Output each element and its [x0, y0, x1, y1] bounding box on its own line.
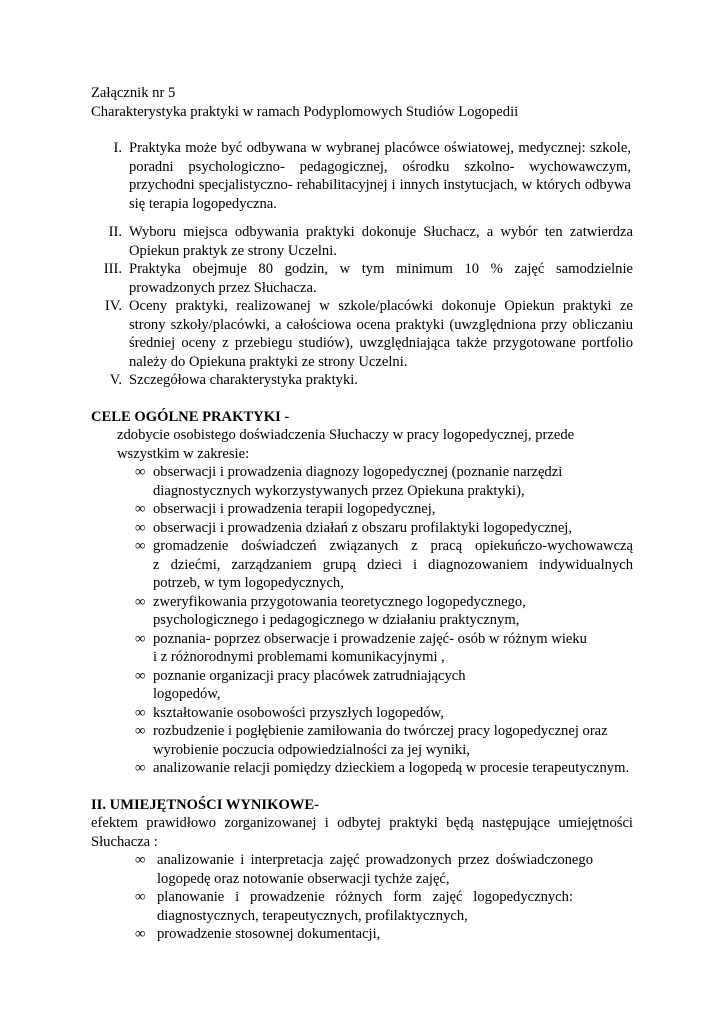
goals-intro-line: zdobycie osobistego doświadczenia Słuchaczy w pracy logopedycznej, przede: [117, 427, 575, 443]
roman-text: Praktyka może być odbywana w wybranej placówce oświatowej, medycznej: szkole, poradni psychologiczno- pedagogicznej, ośrodku szkolno- wychowawczym, przychodni specjalistyczno- rehabilitacyjnej i innych instytucjach, w których odbywa się terapia logopedyczna.: [129, 140, 631, 212]
skill-text: logopedę oraz notowanie obserwacji tychże zajęć,: [157, 870, 450, 887]
infinity-bullet-icon: ∞: [135, 593, 146, 610]
infinity-bullet-icon: ∞: [135, 704, 146, 721]
document-page: [91, 84, 633, 944]
goal-text: zweryfikowania przygotowania teoretycznego logopedycznego,: [153, 593, 526, 610]
roman-number: I.: [113, 140, 122, 156]
goal-text: obserwacji i prowadzenia diagnozy logopedycznej (poznanie narzędzi: [153, 464, 563, 480]
skill-text: planowanie i prowadzenie różnych form zajęć logopedycznych:: [157, 889, 573, 905]
goal-item: [91, 593, 633, 630]
section-heading-goals: CELE OGÓLNE PRAKTYKI -: [91, 408, 290, 425]
goal-item: [91, 500, 633, 519]
skills-intro: efektem prawidłowo zorganizowanej i odbytej praktyki będą następujące umiejętności Słuchacza :: [91, 815, 633, 850]
goal-item: [91, 519, 633, 538]
skill-item: [91, 925, 633, 944]
roman-item-1: [91, 139, 633, 213]
infinity-bullet-icon: ∞: [135, 519, 146, 536]
goal-text: z dziećmi, zarządzaniem grupą dzieci i diagnozowaniem indywidualnych: [153, 556, 633, 573]
roman-item-2: [91, 223, 633, 260]
goal-text: kształtowanie osobowości przyszłych logopedów,: [153, 704, 444, 721]
skill-item: [91, 851, 633, 888]
goal-item: [91, 759, 633, 778]
skill-text: analizowanie i interpretacja zajęć prowadzonych przez doświadczonego: [157, 852, 593, 868]
roman-text: Wyboru miejsca odbywania praktyki dokonuje Słuchacz, a wybór ten zatwierdza Opiekun praktyk ze strony Uczelni.: [129, 224, 633, 259]
infinity-bullet-icon: ∞: [135, 852, 146, 868]
skill-item: [91, 888, 633, 925]
infinity-bullet-icon: ∞: [135, 501, 146, 517]
goal-text: logopedów,: [153, 686, 221, 702]
goal-item: [91, 630, 633, 667]
goal-item: [91, 667, 633, 704]
goal-text: obserwacji i prowadzenia działań z obszaru profilaktyki logopedycznej,: [153, 519, 573, 536]
infinity-bullet-icon: ∞: [135, 889, 146, 905]
goal-text: analizowanie relacji pomiędzy dzieckiem a logopedą w procesie terapeutycznym.: [153, 760, 630, 776]
goal-text: potrzeb, w tym logopedycznych,: [153, 575, 344, 591]
roman-text: Praktyka obejmuje 80 godzin, w tym minimum 10 % zajęć samodzielnie prowadzonych przez Słuchacza.: [129, 261, 633, 296]
goals-intro-line: wszystkim w zakresie:: [117, 445, 250, 462]
infinity-bullet-icon: ∞: [135, 667, 146, 684]
document-title: Charakterystyka praktyki w ramach Podyplomowych Studiów Logopedii: [91, 103, 519, 120]
goal-text: i z różnorodnymi problemami komunikacyjnymi ,: [153, 649, 445, 665]
infinity-bullet-icon: ∞: [135, 464, 146, 480]
goal-item: [91, 722, 633, 759]
section-heading-skills: II. UMIEJĘTNOŚCI WYNIKOWE-: [91, 796, 319, 813]
infinity-bullet-icon: ∞: [135, 630, 146, 647]
goal-text: rozbudzenie i pogłębienie zamiłowania do twórczej pracy logopedycznej oraz: [153, 723, 608, 739]
attachment-label: Załącznik nr 5: [91, 85, 176, 101]
goal-text: poznania- poprzez obserwacje i prowadzenie zajęć- osób w różnym wieku: [153, 630, 587, 647]
roman-number: III.: [103, 261, 122, 277]
roman-item-3: [91, 260, 633, 297]
infinity-bullet-icon: ∞: [135, 723, 146, 739]
roman-number: V.: [109, 372, 122, 388]
infinity-bullet-icon: ∞: [135, 926, 146, 942]
goal-item: [91, 463, 633, 500]
roman-item-5: [91, 371, 633, 390]
infinity-bullet-icon: ∞: [135, 760, 146, 776]
roman-number: IV.: [104, 298, 122, 314]
goal-text: wyrobienie poczucia odpowiedzialności za jej wyniki,: [153, 741, 470, 758]
skill-text: diagnostycznych, terapeutycznych, profilaktycznych,: [157, 907, 468, 924]
roman-text: Oceny praktyki, realizowanej w szkole/placówki dokonuje Opiekun praktyki ze strony szkoły/placówki, a całościowa ocena praktyki (uwzględniona przy obliczaniu średniej oceny z przebiegu studiów), uwzględniająca także przygotowane portfolio należy do Opiekuna praktyki ze strony Uczelni.: [129, 298, 633, 370]
infinity-bullet-icon: ∞: [135, 538, 146, 554]
goal-text: diagnostycznych wykorzystywanych przez Opiekuna praktyki),: [153, 482, 525, 499]
goal-text: poznanie organizacji pracy placówek zatrudniających: [153, 667, 466, 684]
goal-text: gromadzenie doświadczeń związanych z pracą opiekuńczo-wychowawczą: [153, 538, 633, 554]
roman-item-4: [91, 297, 633, 371]
roman-text: Szczegółowa charakterystyka praktyki.: [129, 372, 358, 388]
goal-text: psychologicznego i pedagogicznego w działaniu praktycznym,: [153, 612, 520, 628]
goal-item: [91, 537, 633, 593]
roman-number: II.: [108, 224, 122, 240]
goal-item: [91, 704, 633, 723]
goal-text: obserwacji i prowadzenia terapii logopedycznej,: [153, 501, 436, 517]
skill-text: prowadzenie stosownej dokumentacji,: [157, 926, 381, 942]
